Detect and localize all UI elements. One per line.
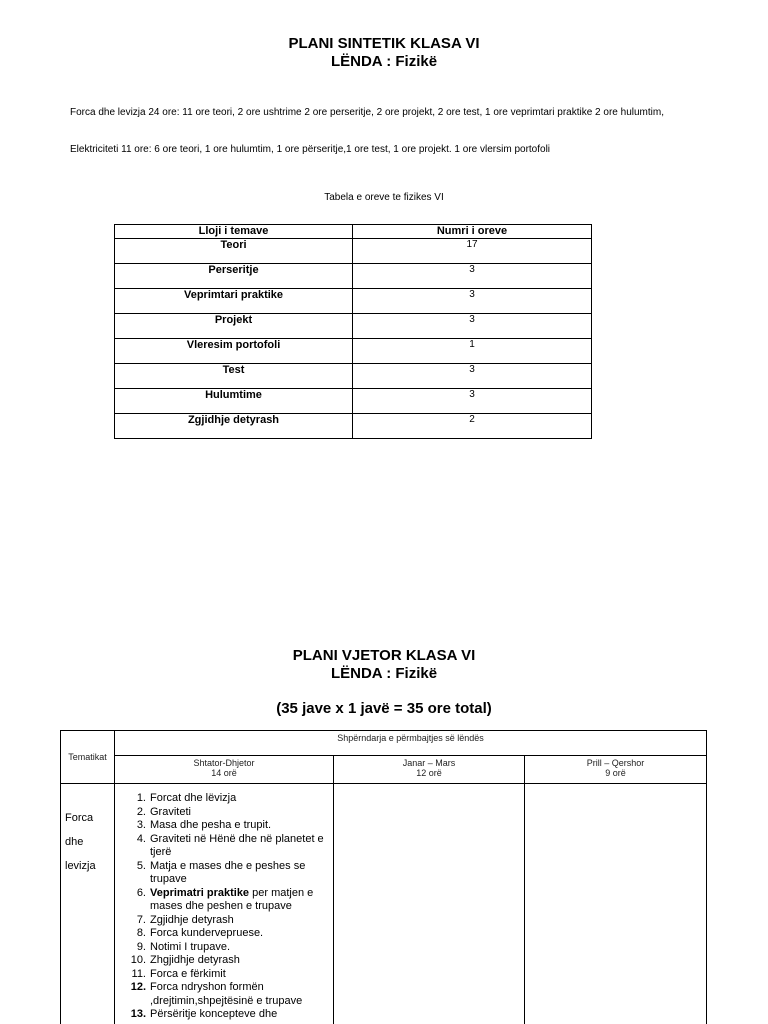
list-item (115, 914, 333, 928)
hours-table-count: 3 (353, 364, 592, 389)
plan-content-list (115, 792, 333, 1022)
list-item-number: 1. (136, 792, 146, 804)
plan-content-period-3 (525, 784, 707, 1024)
hours-table-row (115, 239, 592, 264)
list-item-text: Masa dhe pesha e trupit. (150, 819, 272, 831)
annual-plan-table (60, 730, 707, 1024)
list-item (115, 981, 333, 1008)
list-item-text: Forcat dhe lëvizja (150, 792, 237, 804)
plan-period-1-hours: 14 orë (211, 768, 237, 778)
plan-period-2-name: Janar – Mars (402, 758, 456, 768)
list-item-text: Zhgjidhje detyrash (150, 954, 240, 966)
synthetic-plan-subject: LËNDA : Fizikë (330, 53, 438, 70)
plan-period-2-hours: 12 orë (416, 768, 442, 778)
hours-table-row (115, 314, 592, 339)
list-item-number: 13. (130, 1008, 146, 1020)
list-item (115, 954, 333, 968)
list-item-bold-text: Veprimatri praktike (150, 886, 250, 899)
paragraph-forca-dhe-levizja: Forca dhe levizja 24 ore: 11 ore teori, 2 ore ushtrime 2 ore perseritje, 2 ore projekt, 2 ore test, 1 ore veprimtari praktike 2 ore hulumtim, (70, 107, 664, 118)
plan-period-2 (334, 756, 525, 784)
hours-table (114, 224, 592, 439)
hours-table-count: 3 (353, 314, 592, 339)
list-item-number: 8. (136, 927, 146, 939)
hours-table-header-row (115, 225, 592, 239)
list-item-text: Matja e mases dhe e peshes se trupave (150, 859, 306, 885)
list-item-number: 11. (131, 967, 146, 980)
list-item (115, 806, 333, 820)
hours-table-topic: Teori (115, 239, 353, 264)
plan-body-row (61, 784, 707, 1024)
hours-table-header-topic: Lloji i temave (115, 225, 353, 239)
plan-header-tematikat: Tematikat (61, 731, 115, 784)
list-item-rest-text: per matjen e mases dhe peshen e trupave (150, 886, 314, 912)
list-item (115, 1008, 333, 1022)
hours-table-count: 3 (353, 289, 592, 314)
annual-plan-total: (35 jave x 1 javë = 35 ore total) (276, 700, 492, 717)
hours-table-count: 3 (353, 264, 592, 289)
list-item-text: Përsëritje koncepteve dhe (150, 1008, 278, 1020)
hours-table-row (115, 339, 592, 364)
hours-table-topic: Veprimtari praktike (115, 289, 353, 314)
plan-topic-line: dhe (65, 836, 84, 848)
plan-topic-line: levizja (65, 860, 96, 872)
plan-period-1-name: Shtator-Dhjetor (193, 758, 255, 768)
hours-table-topic: Perseritje (115, 264, 353, 289)
list-item-number: 10. (130, 954, 146, 966)
list-item (115, 941, 333, 955)
plan-header-row-2 (61, 756, 707, 784)
hours-table-row (115, 364, 592, 389)
hours-table-topic: Zgjidhje detyrash (115, 414, 353, 439)
hours-table-count: 17 (353, 239, 592, 264)
list-item (115, 927, 333, 941)
list-item (115, 968, 333, 982)
plan-header-distribution: Shpërndarja e përmbajtjes së lëndës (115, 731, 707, 756)
hours-table-topic: Vleresim portofoli (115, 339, 353, 364)
list-item-text: Notimi I trupave. (150, 940, 231, 953)
hours-table-caption: Tabela e oreve te fizikes VI (324, 192, 444, 203)
plan-content-period-2 (334, 784, 525, 1024)
hours-table-topic: Projekt (115, 314, 353, 339)
list-item-text: Graviteti (150, 805, 191, 818)
plan-period-3-hours: 9 orë (605, 768, 626, 778)
list-item-number: 2. (136, 805, 146, 818)
annual-plan-title: PLANI VJETOR KLASA VI (292, 647, 476, 664)
hours-table-topic: Hulumtime (115, 389, 353, 414)
list-item (115, 819, 333, 833)
plan-content-period-1 (115, 784, 334, 1024)
hours-table-header-count: Numri i oreve (353, 225, 592, 239)
list-item (115, 792, 333, 806)
list-item-text: Graviteti në Hënë dhe në planetet e tjerë (150, 832, 324, 858)
list-item-number: 3. (136, 819, 146, 831)
plan-topic-cell (61, 784, 115, 1024)
list-item-text: Forca e fërkimit (150, 967, 226, 980)
synthetic-plan-title: PLANI SINTETIK KLASA VI (288, 35, 480, 52)
hours-table-count: 3 (353, 389, 592, 414)
hours-table-row (115, 389, 592, 414)
list-item-number: 9. (136, 940, 146, 953)
hours-table-count: 1 (353, 339, 592, 364)
list-item (115, 860, 333, 887)
list-item (115, 887, 333, 914)
plan-topic-line: Forca (65, 812, 94, 824)
list-item-number: 6. (136, 886, 146, 899)
plan-header-row-1 (61, 731, 707, 756)
list-item-text: Zgjidhje detyrash (150, 913, 234, 926)
hours-table-topic: Test (115, 364, 353, 389)
plan-period-3 (525, 756, 707, 784)
hours-table-count: 2 (353, 414, 592, 439)
list-item-number: 12. (130, 981, 146, 993)
list-item-number: 4. (136, 832, 146, 845)
list-item-text: Forca ndryshon formën ,drejtimin,shpejtësinë e trupave (150, 981, 303, 1007)
annual-plan-subject: LËNDA : Fizikë (330, 665, 438, 682)
list-item-number: 5. (136, 859, 146, 872)
hours-table-row (115, 264, 592, 289)
list-item-text: Forca kundervepruese. (150, 927, 264, 939)
list-item-number: 7. (136, 913, 146, 926)
paragraph-elektriciteti: Elektriciteti 11 ore: 6 ore teori, 1 ore hulumtim, 1 ore përseritje,1 ore test, 1 ore projekt. 1 ore vlersim portofoli (70, 144, 551, 155)
list-item-text (150, 887, 333, 914)
list-item (115, 833, 333, 860)
hours-table-row (115, 414, 592, 439)
plan-period-3-name: Prill – Qershor (586, 758, 645, 768)
hours-table-row (115, 289, 592, 314)
plan-period-1 (115, 756, 334, 784)
